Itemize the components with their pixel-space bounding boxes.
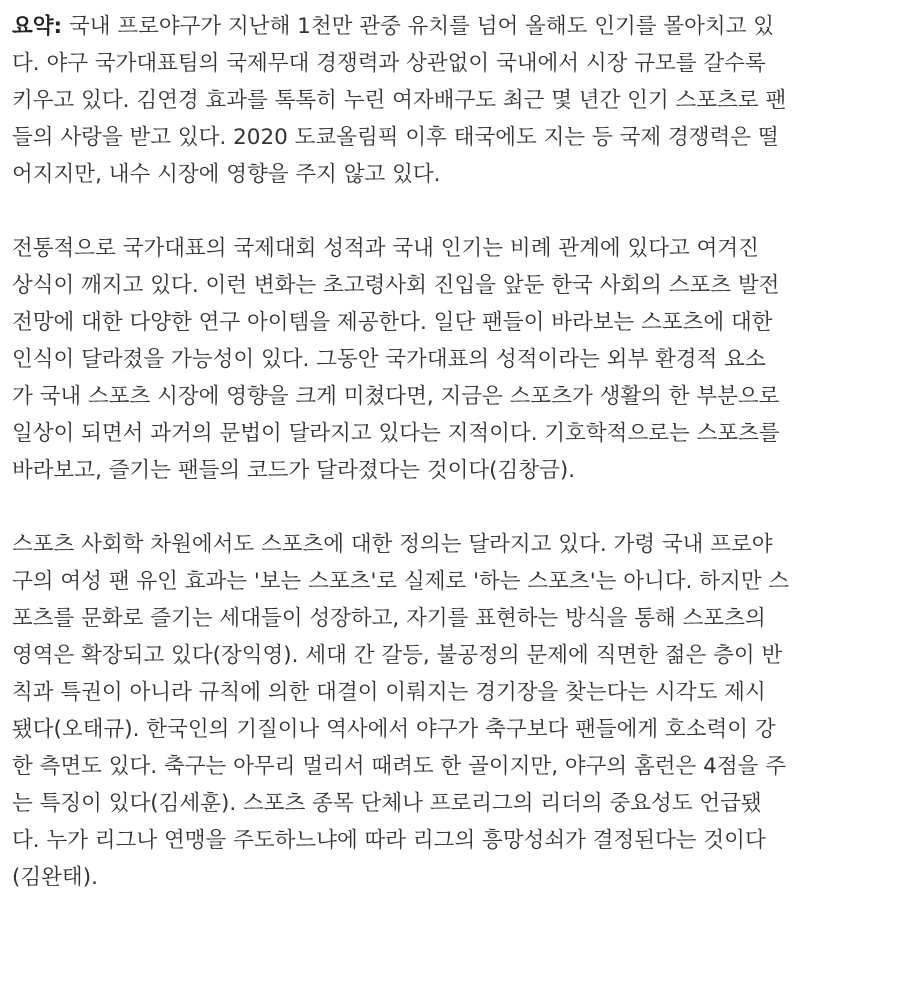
paragraph-spacer <box>12 193 890 230</box>
paragraph-line: 다. 누가 리그나 연맹을 주도하느냐에 따라 리그의 흥망성쇠가 결정된다는 것이다 <box>12 828 766 853</box>
paragraph-line: 상식이 깨지고 있다. 이런 변화는 초고령사회 진입을 앞둔 한국 사회의 스포츠 발전 <box>12 273 780 298</box>
paragraph-line: 전통적으로 국가대표의 국제대회 성적과 국내 인기는 비례 관계에 있다고 여겨진 <box>12 236 759 261</box>
paragraph-line: (김완태). <box>12 865 98 890</box>
paragraph-line: 구의 여성 팬 유인 효과는 '보는 스포츠'로 실제로 '하는 스포츠'는 아니다. 하지만 스 <box>12 569 790 594</box>
paragraph-line: 바라보고, 즐기는 팬들의 코드가 달라졌다는 것이다(김창금). <box>12 458 576 483</box>
paragraph-line: 칙과 특권이 아니라 규칙에 의한 대결이 이뤄지는 경기장을 찾는다는 시각도 제시 <box>12 680 766 705</box>
paragraph-line: 가 국내 스포츠 시장에 영향을 크게 미쳤다면, 지금은 스포츠가 생활의 한 부분으로 <box>12 384 780 409</box>
paragraph-line: 영역은 확장되고 있다(장익영). 세대 간 갈등, 불공정의 문제에 직면한 젊은 층이 반 <box>12 643 783 668</box>
paragraph-line: 는 특징이 있다(김세훈). 스포츠 종목 단체나 프로리그의 리더의 중요성도 언급됐 <box>12 791 762 816</box>
paragraph-line: 일상이 되면서 과거의 문법이 달라지고 있다는 지적이다. 기호학적으로는 스포츠를 <box>12 421 780 446</box>
paragraph-line: 들의 사랑을 받고 있다. 2020 도쿄올림픽 이후 태국에도 지는 등 국제 경쟁력은 떨 <box>12 125 779 150</box>
paragraph-line: 스포츠 사회학 차원에서도 스포츠에 대한 정의는 달라지고 있다. 가령 국내 프로야 <box>12 532 773 557</box>
article-body <box>12 8 890 896</box>
paragraph-line: 인식이 달라졌을 가능성이 있다. 그동안 국가대표의 성적이라는 외부 환경적 요소 <box>12 347 766 372</box>
summary-label: 요약: <box>12 14 63 39</box>
paragraph-line: 다. 야구 국가대표팀의 국제무대 경쟁력과 상관없이 국내에서 시장 규모를 갈수록 <box>12 51 766 76</box>
body-paragraph <box>12 230 890 489</box>
paragraph-line: 키우고 있다. 김연경 효과를 톡톡히 누린 여자배구도 최근 몇 년간 인기 스포츠로 팬 <box>12 88 787 113</box>
body-paragraph <box>12 526 890 896</box>
paragraph-spacer <box>12 489 890 526</box>
paragraph-line: 포츠를 문화로 즐기는 세대들이 성장하고, 자기를 표현하는 방식을 통해 스포츠의 <box>12 606 766 631</box>
summary-paragraph <box>12 8 890 193</box>
paragraph-line: 어지지만, 내수 시장에 영향을 주지 않고 있다. <box>12 162 441 187</box>
paragraph-line <box>12 8 890 45</box>
paragraph-line: 됐다(오태규). 한국인의 기질이나 역사에서 야구가 축구보다 팬들에게 호소력이 강 <box>12 717 776 742</box>
paragraph-line: 한 측면도 있다. 축구는 아무리 멀리서 때려도 한 골이지만, 야구의 홈런은 4점을 주 <box>12 754 786 779</box>
paragraph-line: 전망에 대한 다양한 연구 아이템을 제공한다. 일단 팬들이 바라보는 스포츠에 대한 <box>12 310 773 335</box>
line-text: 국내 프로야구가 지난해 1천만 관중 유치를 넘어 올해도 인기를 몰아치고 있 <box>62 14 775 39</box>
